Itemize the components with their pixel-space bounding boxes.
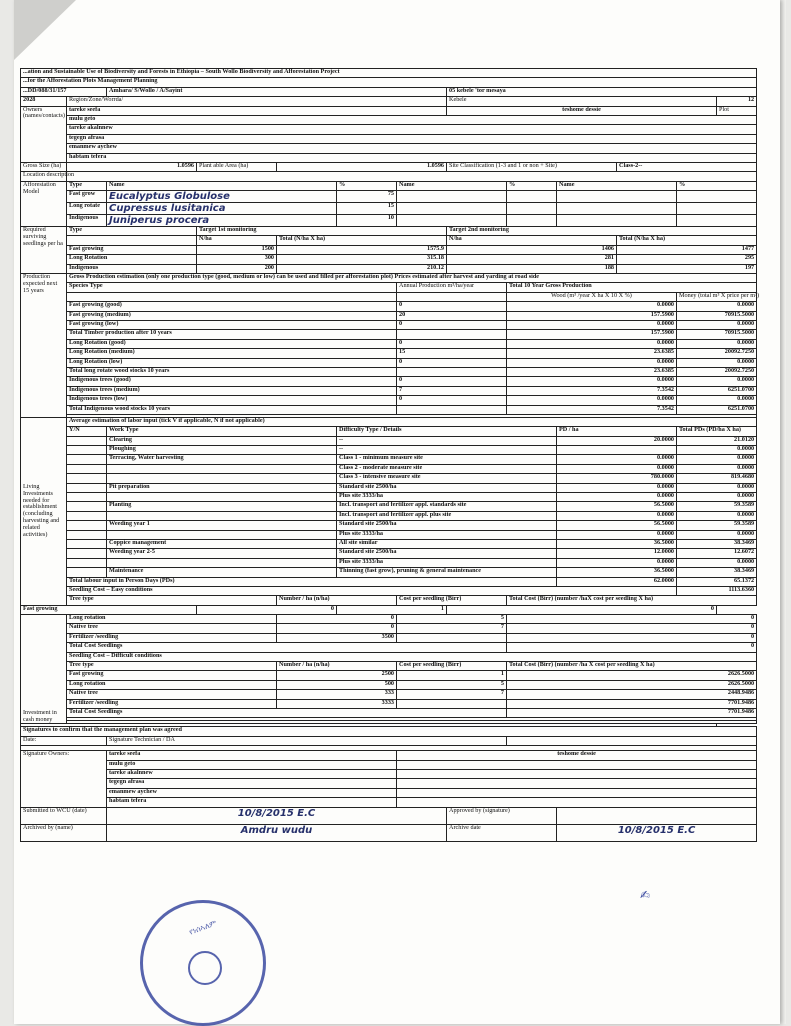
production-annual: 0	[397, 302, 507, 311]
owner-name: tareke akalnnew	[67, 125, 757, 134]
work-detail: Plus site 3333/ha	[337, 558, 557, 567]
stamp-emblem	[188, 951, 222, 985]
work-type: Coppice management	[107, 539, 337, 548]
seedling-total: 0	[507, 624, 757, 633]
production-annual: 0	[397, 320, 507, 329]
archive-date-label: Archive date	[447, 824, 557, 841]
monitoring-n1: 200	[197, 264, 277, 273]
work-detail: Plus site 3333/ha	[337, 493, 557, 502]
work-total: 38.3469	[677, 568, 757, 577]
seedling-number: 3500	[277, 633, 397, 642]
seedling-total: 2626.5000	[507, 671, 757, 680]
gross-size-value: 1.0596	[67, 162, 197, 171]
production-type: Total long rotate wood stocks 10 years	[67, 367, 397, 376]
production-wood: 0.0000	[507, 377, 677, 386]
work-pd: 0.0000	[557, 530, 677, 539]
labour-total-value: 1113.6360	[677, 586, 757, 595]
work-type	[107, 464, 337, 473]
model-type: Fast grow	[67, 191, 107, 203]
production-money: 0.0000	[677, 320, 757, 329]
work-type: Maintenance	[107, 568, 337, 577]
kebele-name: 05 kebele 'tor mesaya	[447, 87, 757, 96]
labour-header: Difficulty Type / Details	[337, 427, 557, 436]
labour-header: Y/N	[67, 427, 107, 436]
model-header: %	[507, 181, 557, 190]
gross-size-label: Gross Size (ha)	[21, 162, 67, 171]
model-species-name: Cupressus lusitanica	[107, 203, 337, 215]
labour-intro: Average estimation of labor input (tick V if applicable, N if not applicable)	[67, 417, 757, 426]
seedling-cost	[397, 699, 507, 708]
plot-code: ...DD/088/31/157	[21, 87, 107, 96]
work-detail: --	[337, 446, 557, 455]
work-total: 59.3589	[677, 521, 757, 530]
work-type: Pit preparation	[107, 483, 337, 492]
monitoring-n1: 300	[197, 255, 277, 264]
region-path: Amhara/ S/Wollo / A/Sayint	[107, 87, 447, 96]
model-header: Name	[107, 181, 337, 190]
seedling-easy-title: Seedling Cost – Easy conditions	[67, 586, 677, 595]
seedling-number: 0	[197, 605, 337, 614]
monitoring-type: Indigenous	[67, 264, 197, 273]
production-wood: 7.3542	[507, 405, 677, 414]
approved-label: Approved by (signature)	[447, 807, 557, 824]
production-type: Long Rotation (medium)	[67, 349, 397, 358]
technician-signature	[507, 736, 757, 745]
monitoring-n1: 1500	[197, 245, 277, 254]
production-label: Production expected next 15 years	[21, 274, 67, 418]
seedling-cost: 7	[397, 690, 507, 699]
seedling-total: 2626.5000	[507, 680, 757, 689]
model-header: %	[337, 181, 397, 190]
owners-label: Owners (names/contacts)	[21, 106, 67, 162]
monitoring-header: Target 2nd monitoring	[447, 227, 757, 236]
signing-representative: teshome dessie	[397, 751, 757, 760]
required-seedlings-label: Required surviving seedlings per ha	[21, 227, 67, 274]
production-type: Indigenous trees (low)	[67, 396, 397, 405]
seedling-cost: 7	[397, 624, 507, 633]
labour-header: PD / ha	[557, 427, 677, 436]
work-detail: All site similar	[337, 539, 557, 548]
seedling-type: Fertilizer /seedling	[67, 699, 277, 708]
work-type	[107, 474, 337, 483]
seedling-type: Long rotation	[67, 615, 277, 624]
production-annual	[397, 405, 507, 414]
seedling-number: 2500	[277, 671, 397, 680]
work-pd: 56.5000	[557, 502, 677, 511]
work-total: 12.6072	[677, 549, 757, 558]
monitoring-t2: 295	[617, 255, 757, 264]
work-detail: Standard site 2500/ha	[337, 521, 557, 530]
work-total: 0.0000	[677, 511, 757, 520]
species-type-label: Species Type	[67, 283, 397, 292]
total-production-label: Total 10 Year Gross Production	[507, 283, 757, 292]
production-wood: 157.5900	[507, 311, 677, 320]
afforestation-model-label: Afforestation Model	[21, 181, 67, 226]
monitoring-header: Type	[67, 227, 197, 236]
work-pd: 0.0000	[557, 455, 677, 464]
monitoring-t2: 197	[617, 264, 757, 273]
work-total: 59.3589	[677, 502, 757, 511]
production-annual: 0	[397, 339, 507, 348]
work-pd: 0.0000	[557, 483, 677, 492]
seedling-cost: 5	[397, 680, 507, 689]
seedling-type: Long rotation	[67, 680, 277, 689]
seedling-header: Tree type	[67, 662, 277, 671]
seedling-number: 500	[277, 680, 397, 689]
model-header: Name	[557, 181, 677, 190]
office-stamp	[140, 900, 266, 1026]
owner-name: mulu geto	[67, 115, 757, 124]
production-money: 70915.5000	[677, 311, 757, 320]
production-type: Indigenous trees (medium)	[67, 386, 397, 395]
production-type: Indigenous trees (good)	[67, 377, 397, 386]
production-type: Fast growing (low)	[67, 320, 397, 329]
production-wood: 7.3542	[507, 386, 677, 395]
signing-owner: emanmew aychew	[107, 788, 397, 797]
seedling-number: 0	[277, 615, 397, 624]
work-detail: Standard site 2500/ha	[337, 483, 557, 492]
production-wood: 0.0000	[507, 396, 677, 405]
production-annual: 15	[397, 349, 507, 358]
work-total: 0.0000	[677, 530, 757, 539]
seedling-cost: 5	[397, 615, 507, 624]
monitoring-header: Total (N/ha X ha)	[617, 236, 757, 245]
monitoring-t1: 210.12	[277, 264, 447, 273]
work-type: Weeding year 2-5	[107, 549, 337, 558]
work-total: 0.0000	[677, 446, 757, 455]
seedling-type: Fertilizer /seedling	[67, 633, 277, 642]
work-pd: 0.0000	[557, 493, 677, 502]
production-money: 20092.7250	[677, 349, 757, 358]
work-pd: 20.0000	[557, 436, 677, 445]
monitoring-n2: 281	[447, 255, 617, 264]
owner-name: tegegn afrasa	[67, 134, 757, 143]
work-detail: Class 1 - minimum measure site	[337, 455, 557, 464]
archived-by: Amdru wudu	[107, 824, 447, 841]
production-type: Fast growing (medium)	[67, 311, 397, 320]
monitoring-n2: 188	[447, 264, 617, 273]
seedling-total: 7701.9486	[507, 699, 757, 708]
monitoring-t1: 1575.9	[277, 245, 447, 254]
work-total: 819.4680	[677, 474, 757, 483]
production-wood: 0.0000	[507, 302, 677, 311]
work-detail: --	[337, 436, 557, 445]
model-percent: 10	[337, 215, 397, 227]
monitoring-header: Total (N/ha X ha)	[277, 236, 447, 245]
work-total: 0.0000	[677, 493, 757, 502]
production-wood: 157.5900	[507, 330, 677, 339]
work-detail: Standard site 2500/ha	[337, 549, 557, 558]
production-annual	[397, 367, 507, 376]
production-annual	[397, 330, 507, 339]
work-pd: 56.5000	[557, 521, 677, 530]
plantable-area-label: Plant able Area (ha)	[197, 162, 277, 171]
annual-production-label: Annual Production m³/ha/year	[397, 283, 507, 292]
date-label: Date:	[21, 736, 107, 745]
work-total: 65.1372	[677, 577, 757, 586]
signing-owner: tareke seefa	[107, 751, 397, 760]
seedling-type: Fast growing	[21, 605, 197, 614]
work-type: Weeding year 1	[107, 521, 337, 530]
site-class-value: Class-2--	[617, 162, 757, 171]
wood-label: Wood (m³ /year X ha X 10 X %)	[507, 292, 677, 301]
work-type: Clearing	[107, 436, 337, 445]
model-species-name: Juniperus procera	[107, 215, 337, 227]
work-type: Ploughing	[107, 446, 337, 455]
year: 2028	[21, 97, 67, 106]
production-money: 0.0000	[677, 377, 757, 386]
signing-owner: tegegn afrasa	[107, 779, 397, 788]
production-annual: 0	[397, 377, 507, 386]
work-pd: 0.0000	[557, 511, 677, 520]
owner-name: tareke seefa	[67, 106, 447, 115]
production-wood: 0.0000	[507, 358, 677, 367]
work-pd: 0.0000	[557, 464, 677, 473]
seedling-type: Total Cost Seedlings	[67, 643, 507, 652]
submitted-date: 10/8/2015 E.C	[107, 807, 447, 824]
seedling-type: Native tree	[67, 624, 277, 633]
monitoring-type: Fast growing	[67, 245, 197, 254]
seedling-header: Cost per seedling (Birr)	[397, 596, 507, 605]
production-note: Gross Production estimation (only one production type (good, medium or low) can be used and filled per afforestation plot) Prices estimated after harvest and yarding at road side	[67, 274, 757, 283]
production-annual: 0	[397, 396, 507, 405]
seedling-total: 7701.9486	[507, 709, 757, 718]
work-type: Terracing, Water harvesting	[107, 455, 337, 464]
plot-label: Plot	[717, 106, 757, 115]
production-type: Total Indigenous wood stocks 10 years	[67, 405, 397, 414]
technician-signature-label: Signature Technician / DA	[107, 736, 507, 745]
seedling-total: 0	[507, 615, 757, 624]
approved-signature	[557, 807, 757, 824]
seedling-total: 0	[507, 643, 757, 652]
production-annual: 7	[397, 386, 507, 395]
seedling-header: Tree type	[67, 596, 277, 605]
living-investments-label: Living Investments needed for establishment (concluding harvesting and related activities)	[21, 417, 67, 605]
seedling-total: 0	[447, 605, 717, 614]
model-type: Indigenous	[67, 215, 107, 227]
owner-name: habtam tefera	[67, 153, 757, 162]
signing-owner: tareke akalnnew	[107, 769, 397, 778]
work-detail: Plus site 3333/ha	[337, 530, 557, 539]
model-type: Long rotate	[67, 203, 107, 215]
labour-header: Work Type	[107, 427, 337, 436]
monitoring-type: Long Rotation	[67, 255, 197, 264]
work-pd: 36.5000	[557, 568, 677, 577]
monitoring-t1: 315.18	[277, 255, 447, 264]
signature-confirmation: Signatures to confirm that the management plan was agreed	[21, 727, 757, 736]
production-wood: 23.6385	[507, 367, 677, 376]
site-classification-label: Site Classification (1-3 and 1 or non + Site)	[447, 162, 617, 171]
production-wood: 23.6385	[507, 349, 677, 358]
model-percent: 75	[337, 191, 397, 203]
model-header: %	[677, 181, 757, 190]
seedling-number: 333	[277, 690, 397, 699]
location-value	[67, 172, 757, 181]
production-money: 70915.5000	[677, 330, 757, 339]
production-type: Long Rotation (low)	[67, 358, 397, 367]
production-money: 0.0000	[677, 302, 757, 311]
work-pd: 62.0000	[557, 577, 677, 586]
work-detail: Class 3 - intensive measure site	[337, 474, 557, 483]
labour-total-label: Total labour input in Person Days (PDs)	[67, 577, 557, 586]
production-money: 6251.0700	[677, 405, 757, 414]
seedling-difficult-title: Seedling Cost – Difficult conditions	[67, 652, 757, 661]
seedling-header: Number / ha (n/ha)	[277, 596, 397, 605]
monitoring-n2: 1406	[447, 245, 617, 254]
work-total: 0.0000	[677, 483, 757, 492]
seedling-cost: 1	[397, 671, 507, 680]
work-type: Planting	[107, 502, 337, 511]
plot-number: 12	[717, 97, 757, 106]
work-pd: 12.0000	[557, 549, 677, 558]
header-line1: ...ation and Sustainable Use of Biodiversity and Forests in Ethiopia – South Wollo Biodiversity and Afforestation Project	[21, 69, 757, 78]
plantable-area-value: 1.0596	[277, 162, 447, 171]
labour-header: Total PDs (PD/ha X ha)	[677, 427, 757, 436]
signing-owner: mulu geto	[107, 760, 397, 769]
work-total: 0.0000	[677, 464, 757, 473]
location-label: Location description	[21, 172, 67, 181]
seedling-cost: 1	[337, 605, 447, 614]
model-species-name: Eucalyptus Globulose	[107, 191, 337, 203]
seedling-header: Number / ha (n/ha)	[277, 662, 397, 671]
production-type: Long Rotation (good)	[67, 339, 397, 348]
archive-date: 10/8/2015 E.C	[557, 824, 757, 841]
signing-owner: habtam tefera	[107, 798, 397, 807]
stamp-text: የነሰኣለም	[187, 918, 218, 937]
work-pd: 0.0000	[557, 558, 677, 567]
header-line2: ...for the Afforestation Plots Management Planning	[21, 78, 757, 87]
work-type	[107, 493, 337, 502]
representative-name: teshome dessie	[447, 106, 717, 115]
form-table	[20, 68, 757, 842]
production-money: 20092.7250	[677, 367, 757, 376]
production-money: 0.0000	[677, 358, 757, 367]
seedling-cost	[397, 633, 507, 642]
work-total: 0.0000	[677, 455, 757, 464]
monitoring-t2: 1477	[617, 245, 757, 254]
production-type: Fast growing (good)	[67, 302, 397, 311]
production-money: 6251.0700	[677, 386, 757, 395]
seedling-total: 0	[507, 633, 757, 642]
seedling-number: 3333	[277, 699, 397, 708]
monitoring-header: N/ha	[447, 236, 617, 245]
seedling-total: 2448.9486	[507, 690, 757, 699]
archived-label: Archived by (name)	[21, 824, 107, 841]
monitoring-header: Target 1st monitoring	[197, 227, 447, 236]
seedling-type: Native tree	[67, 690, 277, 699]
work-detail: Incl. transport and fertilizer appl. standards site	[337, 502, 557, 511]
owner-name: emanmew aychew	[67, 144, 757, 153]
production-money: 0.0000	[677, 339, 757, 348]
seedling-header: Total Cost (Birr) (number /haX cost per seedling X ha)	[507, 596, 757, 605]
region-label: Region/Zone/Worrda/	[67, 97, 447, 106]
submitted-label: Submitted to WCU (date)	[21, 807, 107, 824]
model-header: Name	[397, 181, 507, 190]
production-money: 0.0000	[677, 396, 757, 405]
seedling-type: Fast growing	[67, 671, 277, 680]
work-total: 21.0120	[677, 436, 757, 445]
afforestation-plan-form	[20, 68, 759, 842]
work-pd: 36.5000	[557, 539, 677, 548]
investment-label: Investment in cash money	[21, 615, 67, 724]
production-wood: 0.0000	[507, 320, 677, 329]
owners-signature-label: Signature Owners:	[21, 751, 107, 807]
money-label: Money (total m³ X price per m³)	[677, 292, 757, 301]
model-percent: 15	[337, 203, 397, 215]
monitoring-header: N/ha	[197, 236, 277, 245]
work-detail: Class 2 - moderate measure site	[337, 464, 557, 473]
production-annual: 0	[397, 358, 507, 367]
folded-corner	[14, 0, 76, 60]
kebele-label: Kebele	[447, 97, 717, 106]
work-detail: Thinning (fast grow), pruning & general maintenance	[337, 568, 557, 577]
approval-signature-mark: ✍	[640, 888, 651, 902]
production-wood: 0.0000	[507, 339, 677, 348]
seedling-header: Cost per seedling (Birr)	[397, 662, 507, 671]
work-detail: Incl. transport and fertilizer appl. plus site	[337, 511, 557, 520]
seedling-type: Total Cost Seedlings	[67, 709, 507, 718]
production-type: Total Timber production after 10 years	[67, 330, 397, 339]
work-total: 38.3469	[677, 539, 757, 548]
model-header: Type	[67, 181, 107, 190]
work-pd: 780.0000	[557, 474, 677, 483]
work-total: 0.0000	[677, 558, 757, 567]
production-annual: 20	[397, 311, 507, 320]
seedling-header: Total Cost (Birr) (number /ha X cost per seedling X ha)	[507, 662, 757, 671]
seedling-number: 0	[277, 624, 397, 633]
